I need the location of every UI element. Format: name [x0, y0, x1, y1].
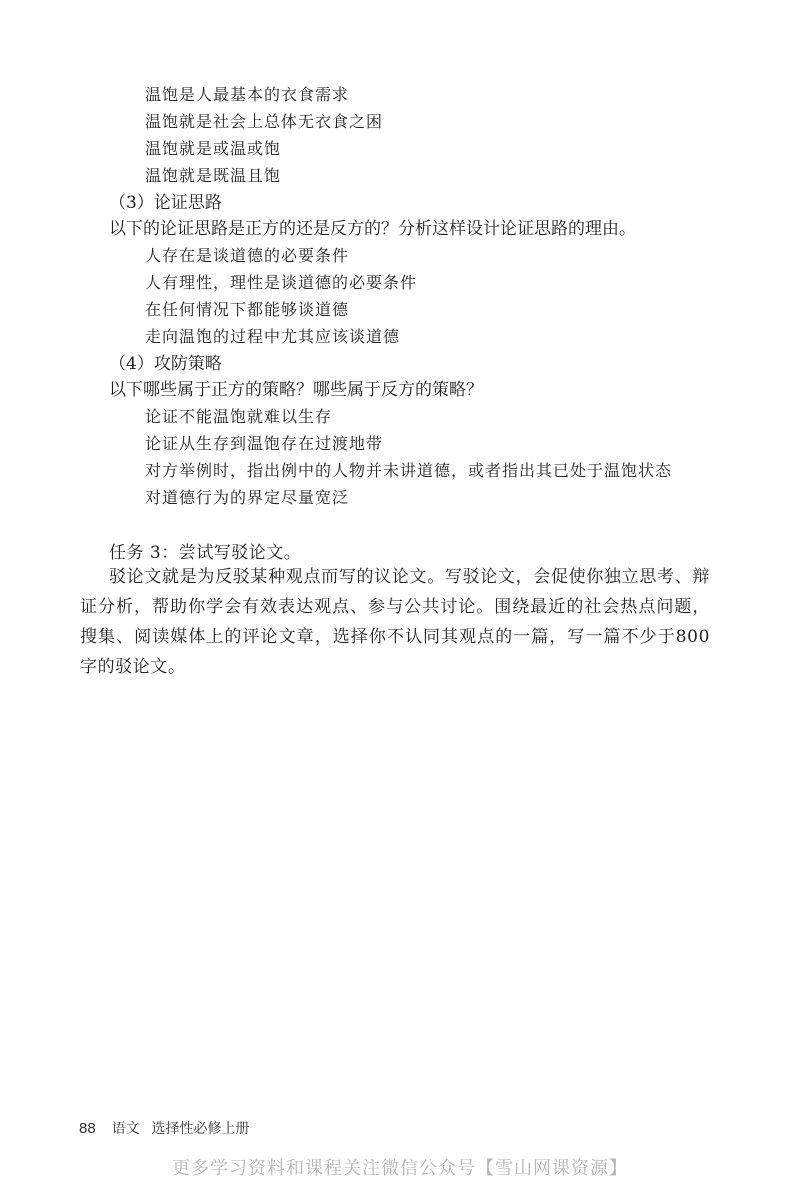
definition-line-1: 温饱是人最基本的衣食需求: [145, 85, 350, 104]
section-3-item-3: 在任何情况下都能够谈道德: [145, 300, 350, 319]
section-4-item-2: 论证从生存到温饱存在过渡地带: [145, 434, 384, 453]
section-3-question: 以下的论证思路是正方的还是反方的？分析这样设计论证思路的理由。: [109, 219, 636, 239]
section-3-heading: （3）论证思路: [109, 193, 222, 213]
book-volume: 选择性必修上册: [151, 1121, 250, 1137]
page-footer: [79, 1118, 249, 1138]
task-3-title: 任务 3：尝试写驳论文。: [109, 543, 302, 563]
section-3-item-1: 人存在是谈道德的必要条件: [145, 246, 350, 265]
definition-line-3: 温饱就是或温或饱: [145, 139, 282, 158]
definition-line-2: 温饱就是社会上总体无衣食之困: [145, 112, 384, 131]
section-4-heading: （4）攻防策略: [109, 354, 222, 374]
section-4-item-4: 对道德行为的界定尽量宽泛: [145, 488, 350, 507]
section-4-item-1: 论证不能温饱就难以生存: [145, 407, 333, 426]
watermark-text: 更多学习资料和课程关注微信公众号【雪山网课资源】: [172, 1158, 628, 1179]
task-3-paragraph: 驳论文就是为反驳某种观点而写的议论文。写驳论文，会促使你独立思考、辩证分析，帮助你学会有效表达观点、参与公共讨论。围绕最近的社会热点问题，搜集、阅读媒体上的评论文章，选择你不认同其观点的一篇，写一篇不少于800字的驳论文。: [80, 567, 710, 677]
book-title: 语文: [111, 1121, 140, 1137]
definition-line-4: 温饱就是既温且饱: [145, 166, 282, 185]
section-3-item-2: 人有理性，理性是谈道德的必要条件: [145, 273, 418, 292]
page-number: 88: [79, 1120, 96, 1137]
section-4-item-3: 对方举例时，指出例中的人物并未讲道德，或者指出其已处于温饱状态: [145, 461, 673, 480]
section-3-item-4: 走向温饱的过程中尤其应该谈道德: [145, 327, 401, 346]
section-4-question: 以下哪些属于正方的策略？哪些属于反方的策略？: [109, 380, 483, 400]
